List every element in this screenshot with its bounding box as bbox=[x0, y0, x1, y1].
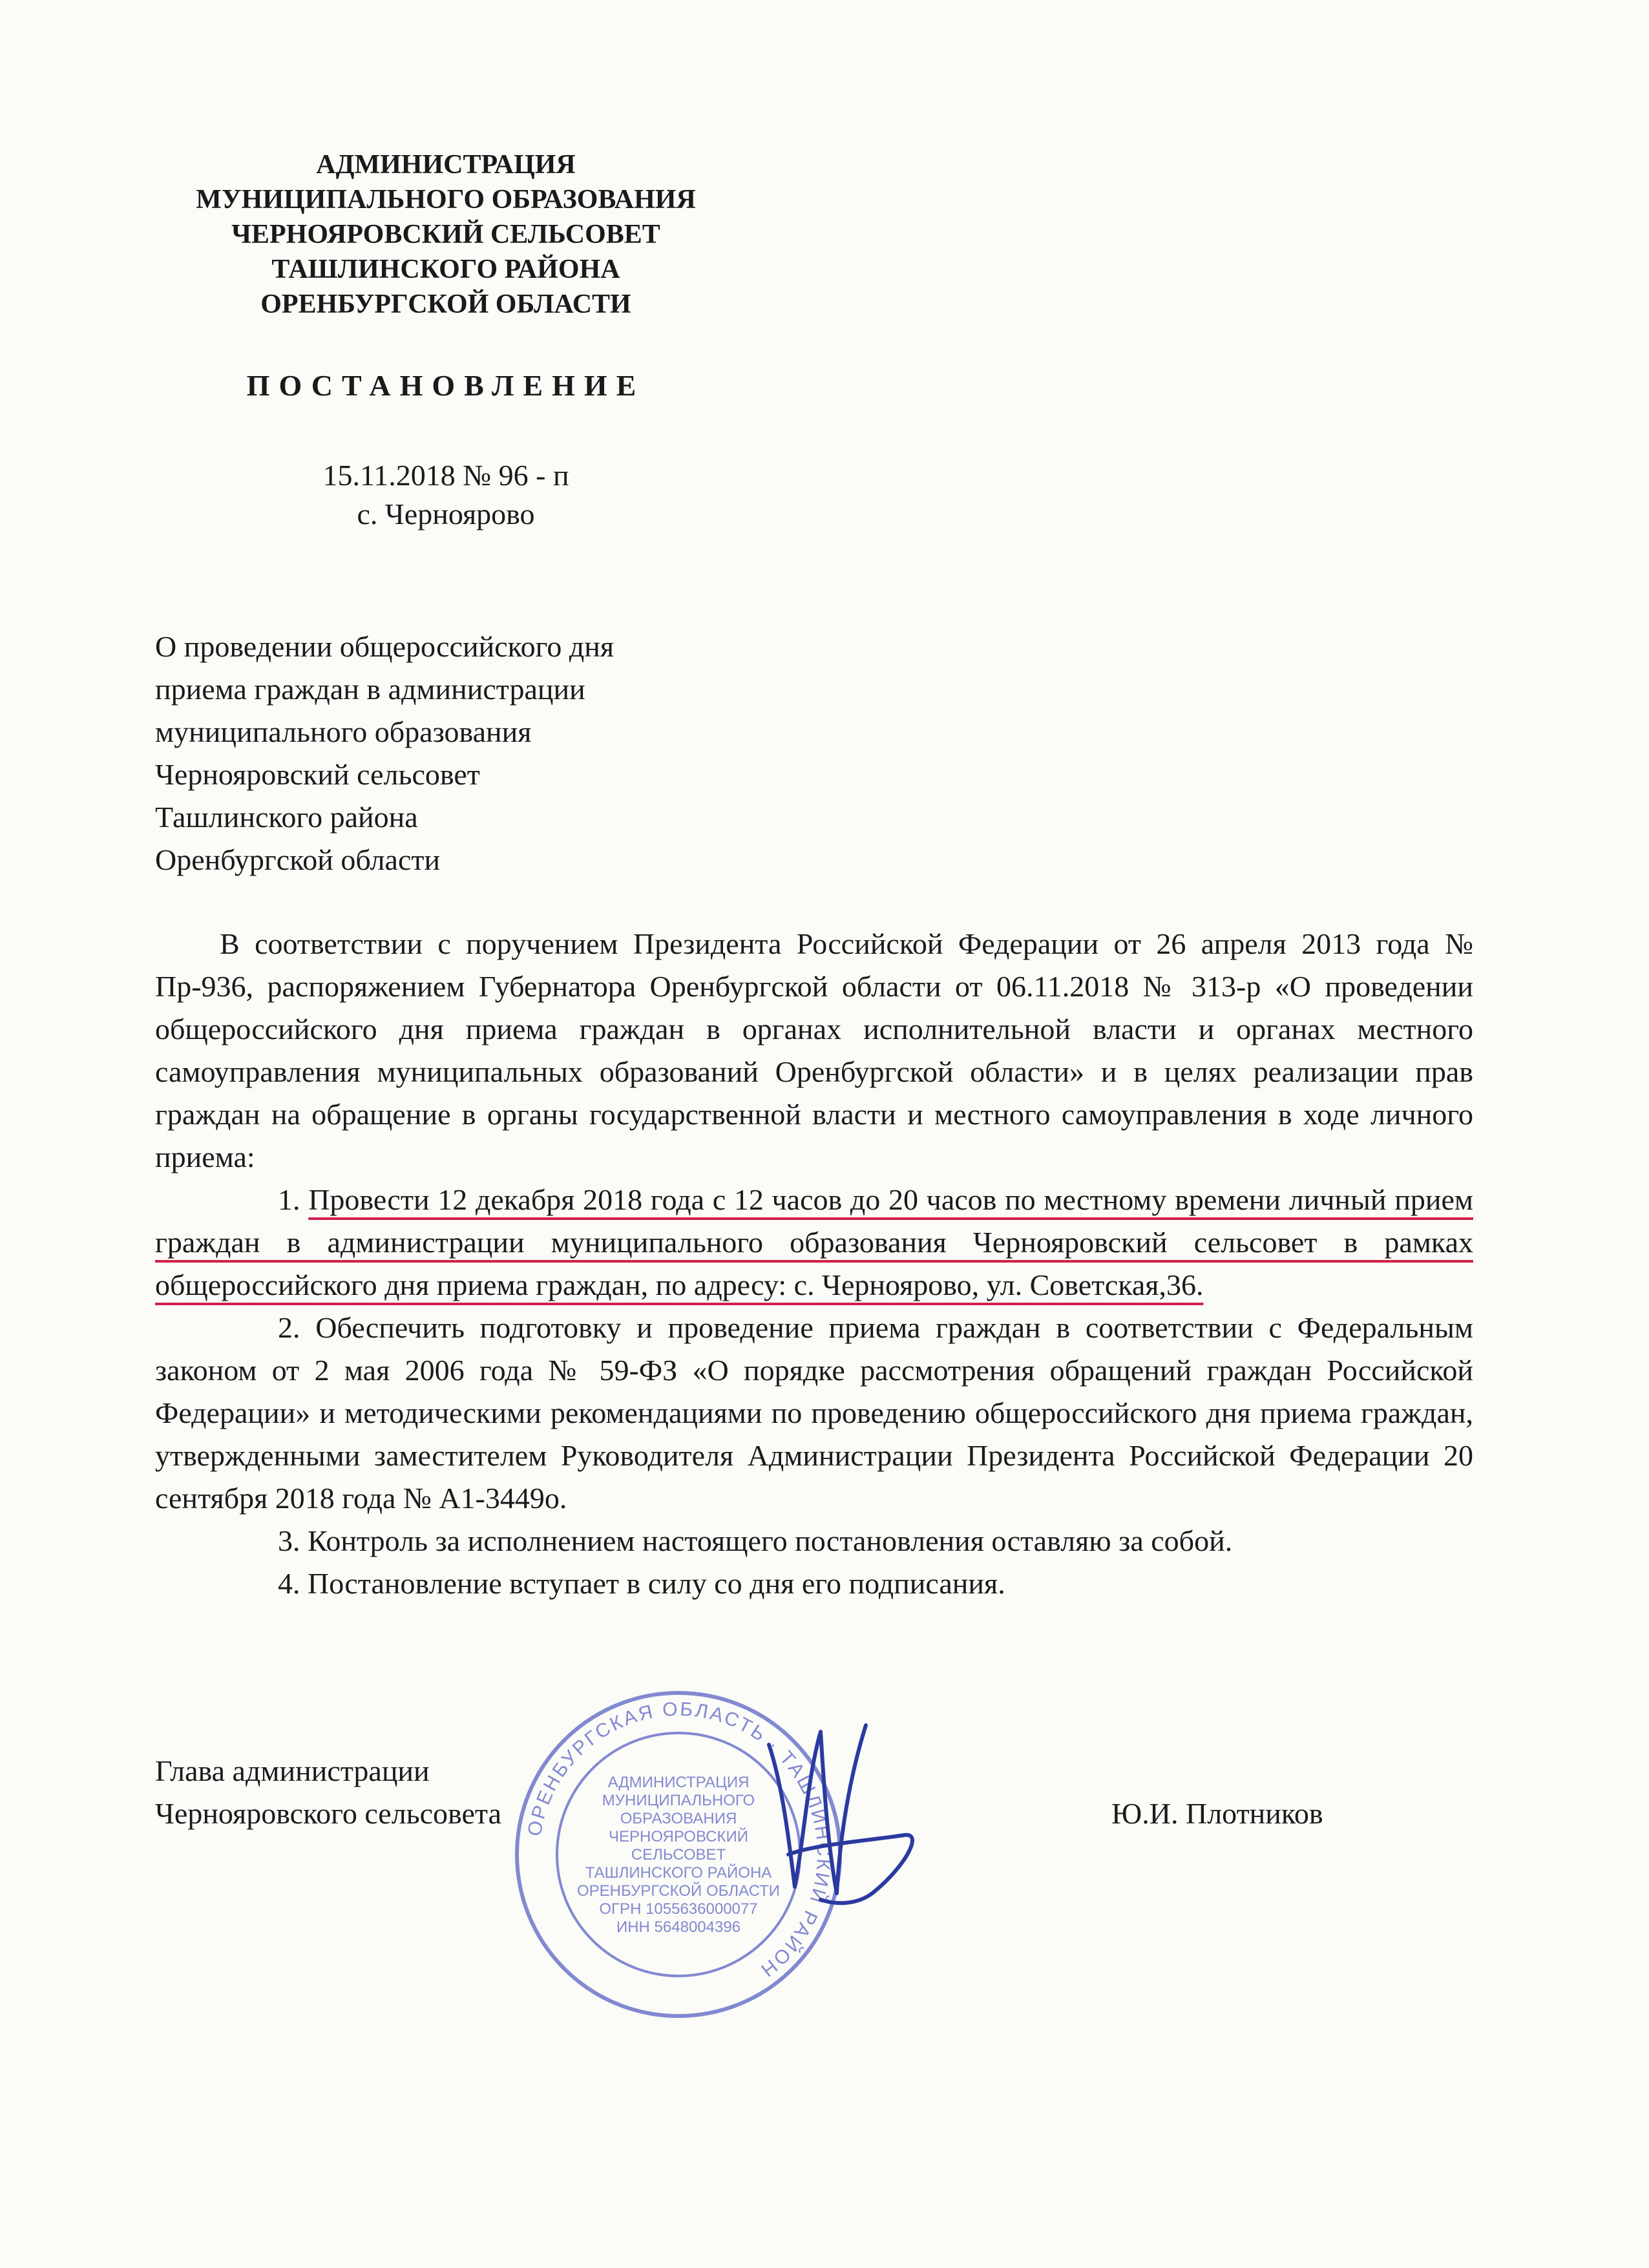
signatory-name: Ю.И. Плотников bbox=[1111, 1797, 1323, 1830]
item-2: 2. Обеспечить подготовку и проведение приема граждан в соответствии с Федеральным законом от 2 мая 2006 года № 59-ФЗ «О порядке рассмотрения обращений граждан Российской Федерации» и методическими рекомендациями по проведению общероссийского дня приема граждан, утвержденными заместителем Руководителя Администрации Президента Российской Федерации 20 сентября 2018 года № А1-3449о. bbox=[155, 1311, 1473, 1515]
document-body bbox=[155, 923, 1473, 1605]
subject-line: О проведении общероссийского дня bbox=[155, 630, 614, 663]
item-4: 4. Постановление вступает в силу со дня его подписания. bbox=[278, 1567, 1005, 1600]
org-line: МУНИЦИПАЛЬНОГО ОБРАЗОВАНИЯ bbox=[196, 185, 696, 215]
stamp-line: ЧЕРНОЯРОВСКИЙ bbox=[609, 1828, 748, 1845]
position-line-2: Чернояровского сельсовета bbox=[155, 1797, 502, 1830]
document-type-title: ПОСТАНОВЛЕНИЕ bbox=[246, 369, 646, 402]
handwritten-signature bbox=[743, 1706, 937, 1913]
signatory-position bbox=[155, 1750, 737, 1835]
place: с. Черноярово bbox=[357, 498, 535, 530]
subject-line: Оренбургской области bbox=[155, 843, 441, 876]
org-line: ОРЕНБУРГСКОЙ ОБЛАСТИ bbox=[260, 289, 631, 319]
svg-text:ОРЕНБУРГСКАЯ ОБЛАСТЬ · ТАШЛИНС: ОРЕНБУРГСКАЯ ОБЛАСТЬ · ТАШЛИНСКИЙ РАЙОН bbox=[523, 1698, 835, 1982]
stamp-line: СЕЛЬСОВЕТ bbox=[631, 1846, 726, 1864]
date-and-place bbox=[155, 456, 737, 534]
stamp-line: ОГРН 1055636000077 bbox=[599, 1900, 758, 1918]
item-1-text: Провести 12 декабря 2018 года с 12 часов до 20 часов по местному времени личный прием граждан в администрации муниципального образования Чернояровский сельсовет в рамках общероссийского дня приема граждан, по адресу: с. Черноярово, ул. Советская,36. bbox=[155, 1183, 1474, 1301]
organization-header bbox=[155, 147, 737, 322]
stamp-line: ТАШЛИНСКОГО РАЙОНА bbox=[585, 1864, 772, 1882]
stamp-line: ИНН 5648004396 bbox=[616, 1918, 741, 1936]
position-line-1: Глава администрации bbox=[155, 1754, 430, 1787]
preamble-paragraph: В соответствии с поручением Президента Российской Федерации от 26 апреля 2013 года № Пр-936, распоряжением Губернатора Оренбургской области от 06.11.2018 № 313-р «О проведении общероссийского дня приема граждан в органах исполнительной власти и органах местного самоуправления муниципальных образований Оренбургской области» и в целях реализации прав граждан на обращение в органы государственной власти и местного самоуправления в ходе личного приема: bbox=[155, 927, 1473, 1173]
item-1 bbox=[155, 1179, 1473, 1307]
org-line: АДМИНИСТРАЦИЯ bbox=[316, 150, 576, 180]
stamp-line: АДМИНИСТРАЦИЯ bbox=[607, 1774, 750, 1791]
document-subject bbox=[155, 625, 801, 881]
subject-line: муниципального образования bbox=[155, 715, 532, 748]
item-3: 3. Контроль за исполнением настоящего постановления оставляю за собой. bbox=[278, 1524, 1233, 1557]
item-1-number: 1. bbox=[278, 1183, 309, 1216]
stamp-line: МУНИЦИПАЛЬНОГО bbox=[602, 1792, 755, 1809]
subject-line: Чернояровский сельсовет bbox=[155, 758, 480, 791]
subject-line: Ташлинского района bbox=[155, 801, 418, 834]
stamp-line: ОРЕНБУРГСКОЙ ОБЛАСТИ bbox=[576, 1882, 781, 1900]
org-line: ТАШЛИНСКОГО РАЙОНА bbox=[271, 255, 620, 284]
subject-line: приема граждан в администрации bbox=[155, 673, 585, 706]
date-number: 15.11.2018 № 96 - п bbox=[322, 459, 569, 492]
stamp-line: ОБРАЗОВАНИЯ bbox=[620, 1810, 737, 1827]
org-line: ЧЕРНОЯРОВСКИЙ СЕЛЬСОВЕТ bbox=[231, 220, 660, 249]
